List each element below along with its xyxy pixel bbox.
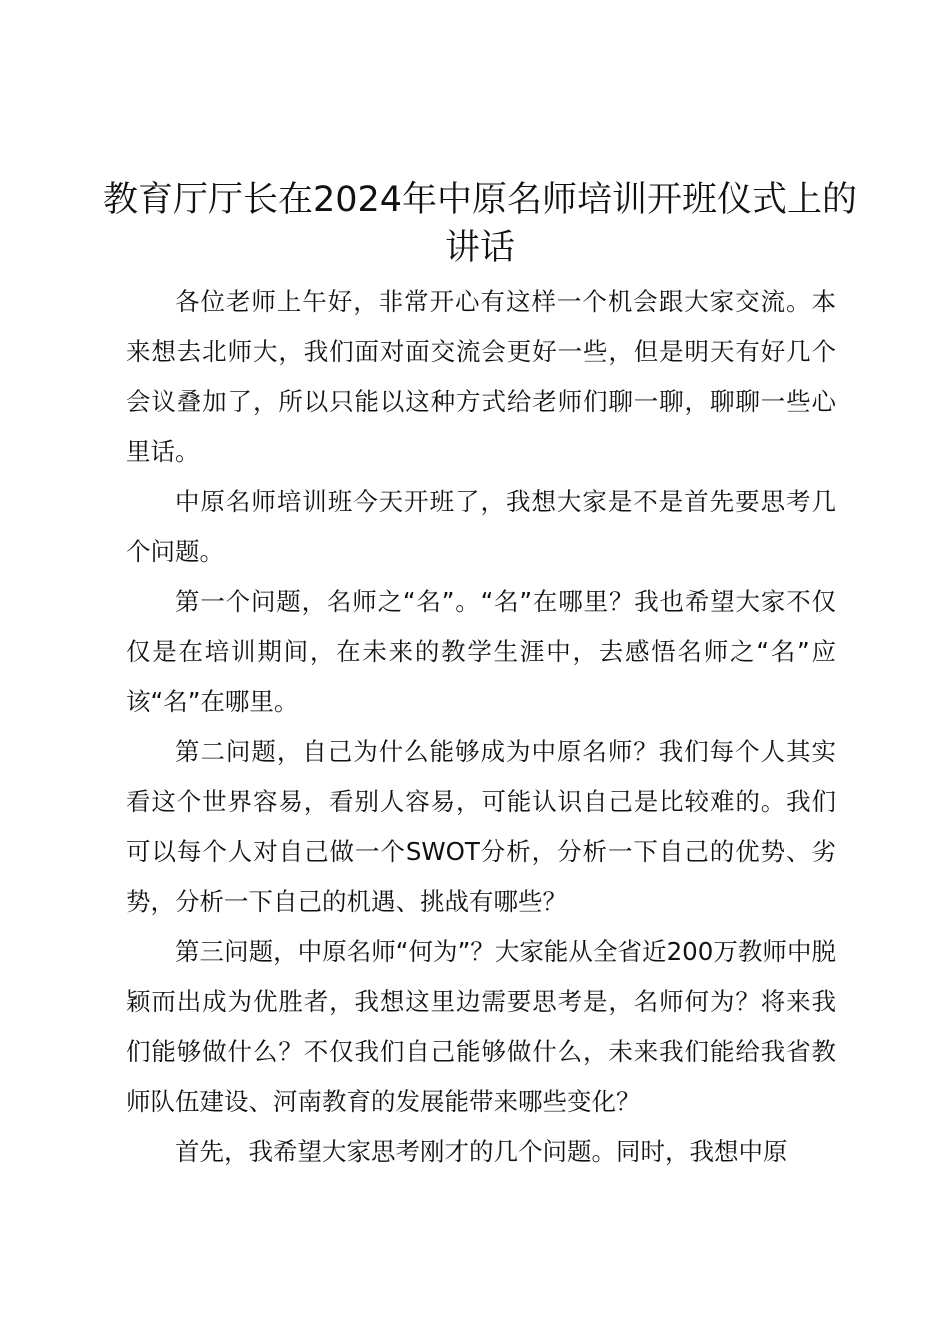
paragraph: 各位老师上午好，非常开心有这样一个机会跟大家交流。本来想去北师大，我们面对面交流会更好一些，但是明天有好几个会议叠加了，所以只能以这种方式给老师们聊一聊，聊聊一些心里话。 [126, 287, 836, 466]
document-body [126, 277, 836, 1177]
paragraph: 第二问题，自己为什么能够成为中原名师？我们每个人其实看这个世界容易，看别人容易，可能认识自己是比较难的。我们可以每个人对自己做一个SWOT分析，分析一下自己的优势、劣势，分析一下自己的机遇、挑战有哪些？ [126, 737, 836, 916]
document-title: 教育厅厅长在2024年中原名师培训开班仪式上的讲话 [102, 180, 858, 268]
paragraph: 第一个问题，名师之“名”。“名”在哪里？我也希望大家不仅仅是在培训期间，在未来的教学生涯中，去感悟名师之“名”应该“名”在哪里。 [126, 587, 836, 716]
paragraph: 首先，我希望大家思考刚才的几个问题。同时，我想中原 [175, 1137, 788, 1166]
paragraph: 中原名师培训班今天开班了，我想大家是不是首先要思考几个问题。 [126, 487, 836, 566]
paragraph: 第三问题，中原名师“何为”？大家能从全省近200万教师中脱颖而出成为优胜者，我想这里边需要思考是，名师何为？将来我们能够做什么？不仅我们自己能够做什么，未来我们能给我省教师队伍建设、河南教育的发展能带来哪些变化？ [126, 937, 836, 1116]
